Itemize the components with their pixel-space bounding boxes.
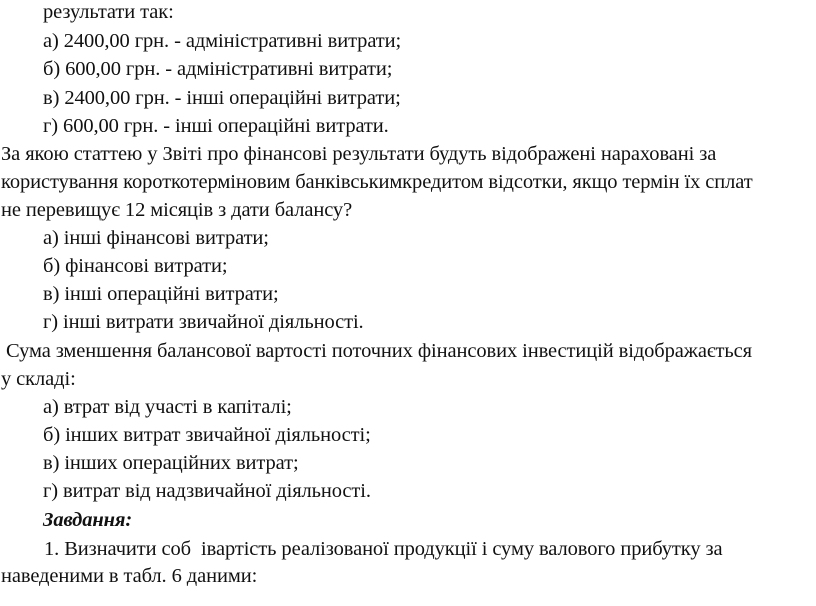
task-1-line-2: наведеними в табл. 6 даними:	[1, 565, 258, 587]
option-a-admin-2400: а) 2400,00 грн. - адміністративні витрати;	[43, 30, 402, 52]
option-d-extraordinary-losses: г) витрат від надзвичайної діяльності.	[43, 480, 371, 502]
option-c-other-operating-expenses: в) інших операційних витрат;	[43, 452, 299, 474]
option-c-other-operating-2400: в) 2400,00 грн. - інші операційні витрати;	[43, 87, 401, 109]
option-b-financial: б) фінансові витрати;	[43, 255, 228, 277]
question-interest-line-3: не перевищує 12 місяців з дати балансу?	[1, 199, 353, 221]
task-1-line-1: 1. Визначити соб івартість реалізованої продукції і суму валового прибутку за	[44, 538, 723, 560]
option-a-other-financial: а) інші фінансові витрати;	[43, 227, 269, 249]
option-d-other-operating-600: г) 600,00 грн. - інші операційні витрати.	[43, 115, 389, 137]
option-a-capital-losses: а) втрат від участі в капіталі;	[43, 396, 292, 418]
option-b-admin-600: б) 600,00 грн. - адміністративні витрати;	[43, 58, 393, 80]
question-interest-line-1: За якою статтею у Звіті про фінансові результати будуть відображені нараховані за	[1, 143, 717, 165]
option-b-other-ordinary-expenses: б) інших витрат звичайної діяльності;	[43, 424, 371, 446]
text-line-results: результати так:	[43, 1, 174, 23]
option-d-other-ordinary: г) інші витрати звичайної діяльності.	[43, 311, 364, 333]
question-investments-line-1: Сума зменшення балансової вартості поточних фінансових інвестицій відображається	[1, 340, 752, 362]
option-c-other-operating: в) інші операційні витрати;	[43, 283, 279, 305]
tasks-heading: Завдання:	[43, 509, 133, 531]
question-investments-line-2: у складі:	[1, 368, 76, 390]
question-interest-line-2: користування короткотерміновим банківськимкредитом відсотки, якщо термін їх сплат	[1, 171, 753, 193]
